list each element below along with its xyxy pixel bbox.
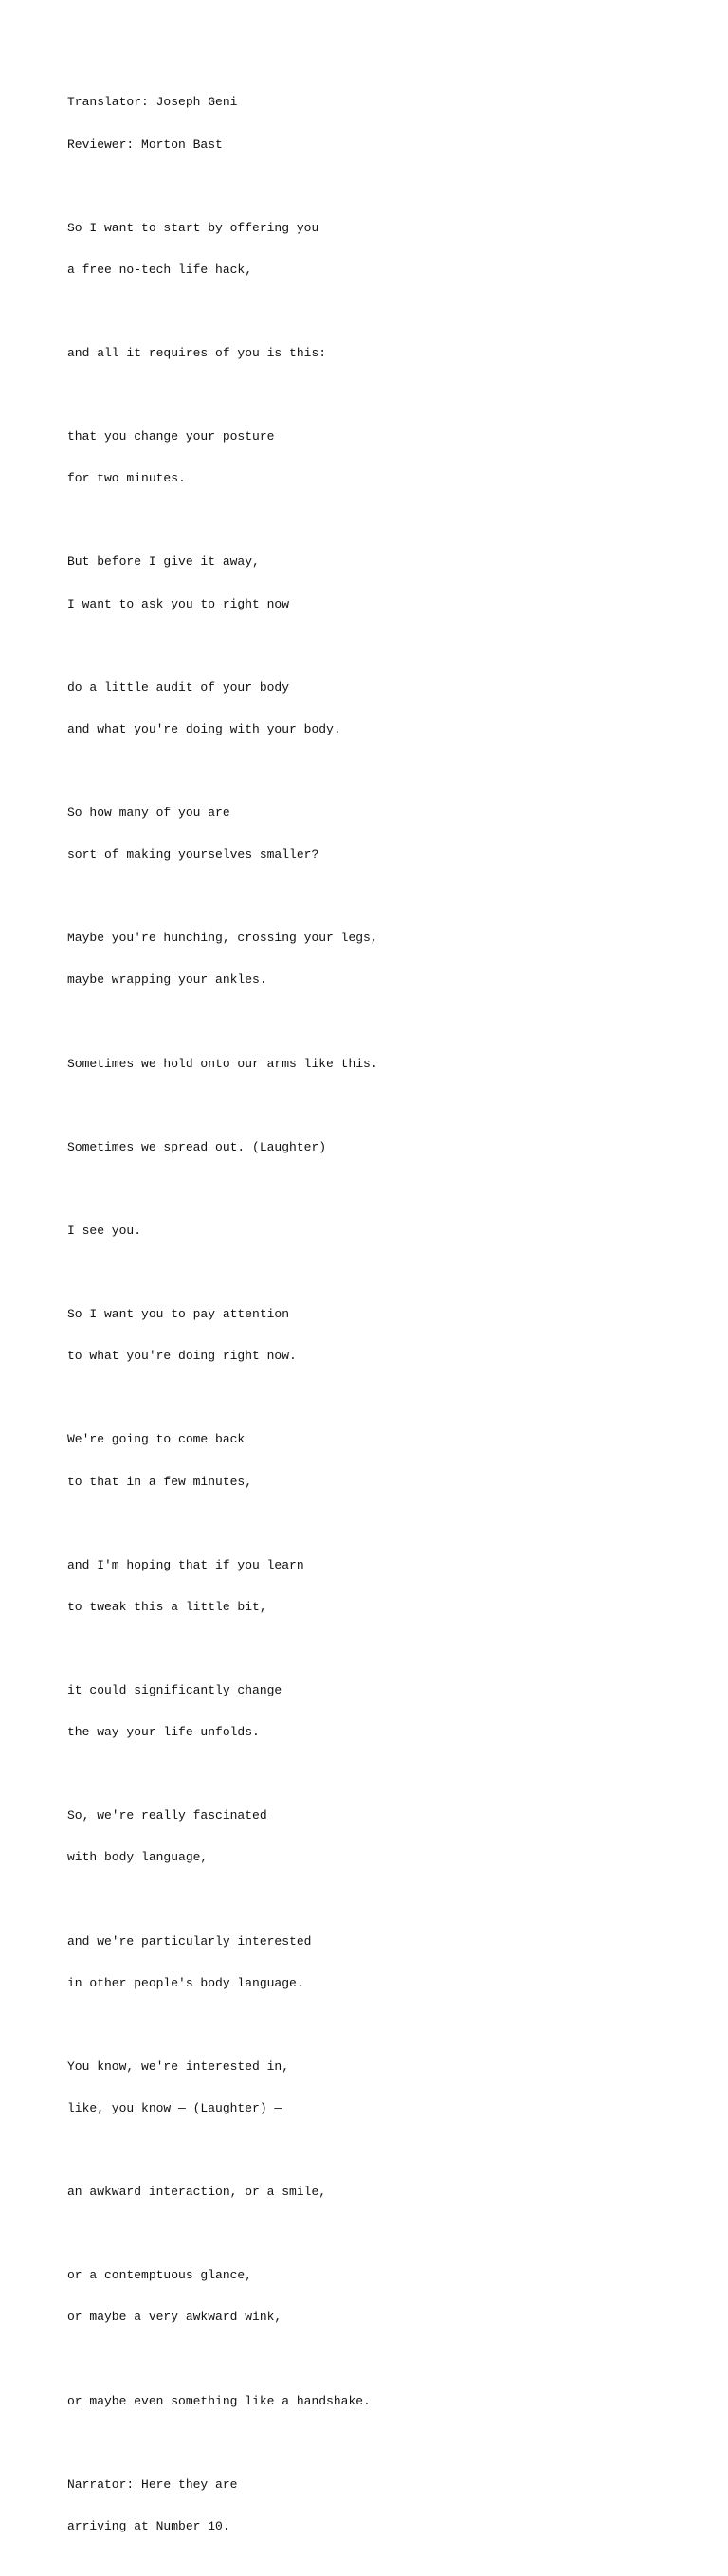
paragraph [67, 528, 693, 640]
paragraph [67, 904, 693, 1016]
paragraph [67, 193, 693, 305]
paragraph [67, 1406, 693, 1517]
transcript-line: and we're particularly interested [67, 1933, 312, 1949]
transcript-line: that you change your posture [67, 429, 275, 444]
transcript-line: the way your life unfolds. [67, 1725, 260, 1740]
paragraph [67, 1531, 693, 1642]
transcript-page [67, 68, 693, 2576]
transcript-line: with body language, [67, 1850, 209, 1865]
transcript-line: I want to ask you to right now [67, 596, 290, 611]
paragraph [67, 1197, 693, 1267]
transcript-line: for two minutes. [67, 471, 186, 486]
transcript-line: So how many of you are [67, 806, 230, 820]
paragraph-credits [67, 68, 693, 180]
paragraph [67, 2367, 693, 2437]
transcript-line: to tweak this a little bit, [67, 1599, 267, 1614]
transcript-line: or a contemptuous glance, [67, 2268, 253, 2283]
transcript-line: it could significantly change [67, 1682, 282, 1697]
paragraph [67, 1907, 693, 2019]
transcript-line: So, we're really fascinated [67, 1808, 267, 1823]
paragraph [67, 1782, 693, 1894]
transcript-line: But before I give it away, [67, 554, 260, 570]
transcript-line: maybe wrapping your ankles. [67, 972, 267, 988]
paragraph [67, 653, 693, 765]
transcript-line: arriving at Number 10. [67, 2518, 230, 2533]
transcript-line: Translator: Joseph Geni [67, 95, 238, 110]
transcript-line: We're going to come back [67, 1432, 246, 1447]
transcript-line: So I want to start by offering you [67, 220, 319, 235]
paragraph [67, 1280, 693, 1392]
transcript-line: a free no-tech life hack, [67, 262, 253, 277]
transcript-line: do a little audit of your body [67, 680, 290, 695]
transcript-line: Sometimes we spread out. (Laughter) [67, 1139, 327, 1154]
transcript-line: in other people's body language. [67, 1975, 304, 1990]
transcript-line: I see you. [67, 1223, 142, 1238]
transcript-line: and what you're doing with your body. [67, 721, 341, 736]
transcript-line: and I'm hoping that if you learn [67, 1557, 304, 1572]
paragraph [67, 403, 693, 515]
paragraph [67, 1113, 693, 1183]
paragraph [67, 1029, 693, 1099]
paragraph [67, 2241, 693, 2353]
paragraph [67, 779, 693, 891]
transcript-line: Maybe you're hunching, crossing your legs, [67, 931, 378, 946]
transcript-line: Reviewer: Morton Bast [67, 136, 223, 152]
transcript-line: You know, we're interested in, [67, 2059, 290, 2074]
paragraph [67, 2032, 693, 2144]
transcript-line: Sometimes we hold onto our arms like this. [67, 1056, 378, 1071]
transcript-line: to what you're doing right now. [67, 1349, 297, 1364]
transcript-line: an awkward interaction, or a smile, [67, 2185, 327, 2200]
transcript-line: to that in a few minutes, [67, 1474, 253, 1489]
transcript-line: or maybe a very awkward wink, [67, 2310, 282, 2325]
paragraph [67, 1657, 693, 1769]
paragraph [67, 2158, 693, 2228]
paragraph [67, 2450, 693, 2562]
transcript-line: like, you know — (Laughter) — [67, 2100, 282, 2115]
transcript-line: Narrator: Here they are [67, 2476, 238, 2492]
paragraph [67, 319, 693, 390]
transcript-line: and all it requires of you is this: [67, 345, 327, 360]
transcript-line: sort of making yourselves smaller? [67, 847, 319, 862]
transcript-line: So I want you to pay attention [67, 1307, 290, 1322]
transcript-line: or maybe even something like a handshake. [67, 2393, 371, 2408]
